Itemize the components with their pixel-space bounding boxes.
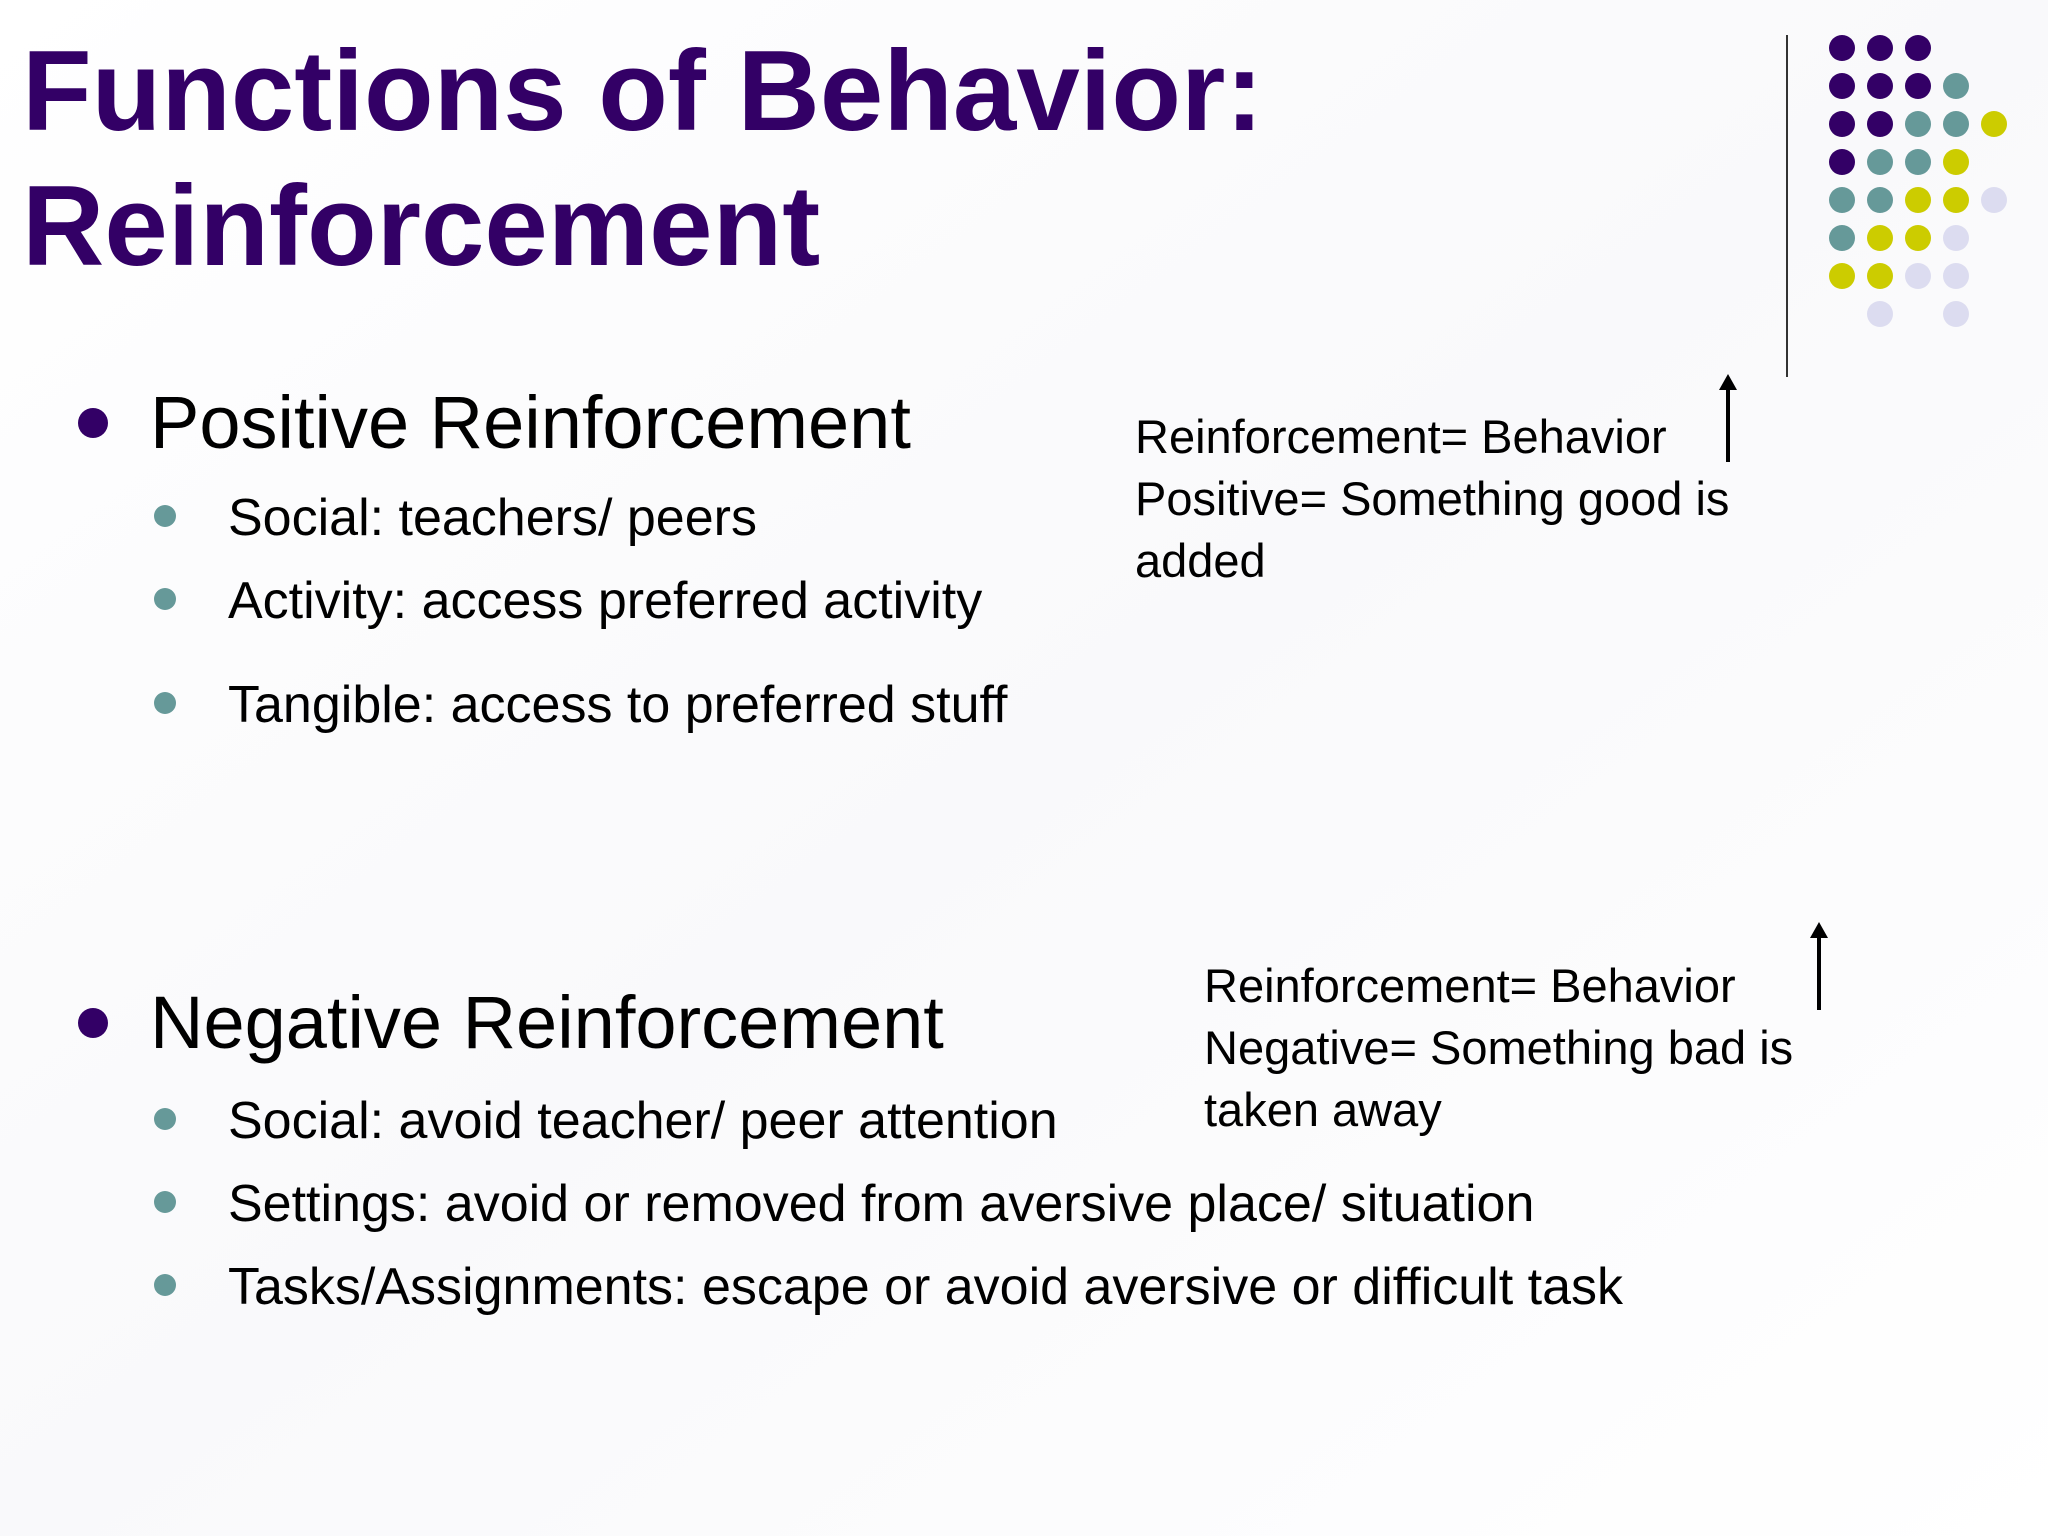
decorative-dot <box>1943 111 1969 137</box>
slide-title <box>22 24 1263 294</box>
sub-bullet <box>154 1108 176 1130</box>
heading-positive-reinforcement: Positive Reinforcement <box>150 381 911 464</box>
decorative-dot <box>1943 187 1969 213</box>
sub-bullet <box>154 1191 176 1213</box>
decorative-dot <box>1867 73 1893 99</box>
list-item-positive-activity: Activity: access preferred activity <box>228 572 983 630</box>
decorative-dot <box>1905 35 1931 61</box>
slide-title-line-2: Reinforcement <box>22 163 821 290</box>
up-arrow-icon <box>1807 922 1831 1012</box>
note-positive-line-1: Reinforcement= Behavior <box>1135 410 1667 463</box>
list-item-negative-tasks: Tasks/Assignments: escape or avoid aversive or difficult task <box>228 1258 1623 1316</box>
note-positive <box>1135 406 1729 592</box>
decorative-dot <box>1905 111 1931 137</box>
decorative-dot <box>1981 111 2007 137</box>
list-item-positive-tangible: Tangible: access to preferred stuff <box>228 676 1008 734</box>
note-positive-line-3: added <box>1135 534 1266 587</box>
up-arrow-icon <box>1716 374 1740 464</box>
decorative-dot <box>1943 301 1969 327</box>
decorative-dot <box>1867 149 1893 175</box>
note-negative-line-2: Negative= Something bad is <box>1204 1021 1794 1074</box>
decorative-dot <box>1867 301 1893 327</box>
decorative-dot <box>1829 263 1855 289</box>
decorative-dot <box>1943 149 1969 175</box>
decorative-dot <box>1829 187 1855 213</box>
decorative-dot-grid <box>1820 28 2048 348</box>
list-item-negative-social: Social: avoid teacher/ peer attention <box>228 1092 1058 1150</box>
decorative-dot <box>1905 73 1931 99</box>
divider-line <box>1786 35 1788 377</box>
note-positive-line-2: Positive= Something good is <box>1135 472 1730 525</box>
decorative-dot <box>1943 73 1969 99</box>
sub-bullet <box>154 692 176 714</box>
decorative-dot <box>1905 149 1931 175</box>
note-negative-line-3: taken away <box>1204 1083 1442 1136</box>
slide-title-line-1: Functions of Behavior: <box>22 28 1264 155</box>
note-negative <box>1204 955 1793 1141</box>
decorative-dot <box>1905 225 1931 251</box>
list-item-negative-settings: Settings: avoid or removed from aversive place/ situation <box>228 1175 1535 1233</box>
decorative-dot <box>1867 187 1893 213</box>
decorative-dot <box>1829 35 1855 61</box>
decorative-dot <box>1867 225 1893 251</box>
decorative-dot <box>1829 111 1855 137</box>
list-item-positive-social: Social: teachers/ peers <box>228 489 757 547</box>
note-negative-line-1: Reinforcement= Behavior <box>1204 959 1736 1012</box>
decorative-dot <box>1981 187 2007 213</box>
sub-bullet <box>154 505 176 527</box>
bullet-positive <box>78 408 108 438</box>
decorative-dot <box>1943 225 1969 251</box>
decorative-dot <box>1867 111 1893 137</box>
decorative-dot <box>1943 263 1969 289</box>
sub-bullet <box>154 1274 176 1296</box>
decorative-dot <box>1867 263 1893 289</box>
sub-bullet <box>154 588 176 610</box>
decorative-dot <box>1829 149 1855 175</box>
bullet-negative <box>78 1008 108 1038</box>
decorative-dot <box>1829 73 1855 99</box>
decorative-dot <box>1829 225 1855 251</box>
decorative-dot <box>1867 35 1893 61</box>
decorative-dot <box>1905 187 1931 213</box>
heading-negative-reinforcement: Negative Reinforcement <box>150 981 944 1064</box>
decorative-dot <box>1905 263 1931 289</box>
